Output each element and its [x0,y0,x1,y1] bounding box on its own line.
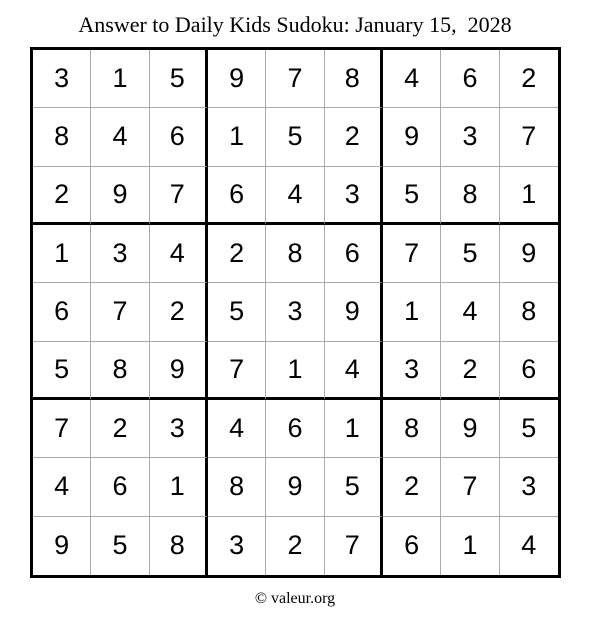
sudoku-cell-r3-c1: 2 [33,167,91,225]
sudoku-cell-r2-c6: 2 [325,108,383,166]
sudoku-cell-r1-c2: 1 [91,50,149,108]
sudoku-cell-r8-c6: 5 [325,458,383,516]
sudoku-cell-r5-c4: 5 [208,283,266,341]
sudoku-cell-r4-c8: 5 [441,225,499,283]
sudoku-cell-r2-c3: 6 [150,108,208,166]
sudoku-cell-r5-c8: 4 [441,283,499,341]
sudoku-cell-r1-c7: 4 [383,50,441,108]
sudoku-cell-r9-c1: 9 [33,517,91,575]
sudoku-cell-r9-c9: 4 [521,530,537,561]
sudoku-cell-r6-c9: 6 [500,342,558,400]
sudoku-cell-r4-c5: 8 [266,225,324,283]
sudoku-cell-r9-c4: 3 [208,517,266,575]
sudoku-cell-r1-c6: 8 [325,50,383,108]
sudoku-cell-r6-c7: 3 [383,342,441,400]
sudoku-cell-r5-c2: 7 [91,283,149,341]
sudoku-cell-r4-c4: 2 [208,225,266,283]
sudoku-cell-r7-c6: 1 [325,400,383,458]
sudoku-cell-r8-c1: 4 [33,458,91,516]
sudoku-cell-r4-c1: 1 [33,225,91,283]
sudoku-cell-r9-c2: 5 [91,517,149,575]
sudoku-cell-r2-c5: 5 [266,108,324,166]
sudoku-cell-r7-c3: 3 [150,400,208,458]
sudoku-cell-r9-c6: 7 [325,517,383,575]
sudoku-cell-r1-c1: 3 [33,50,91,108]
sudoku-cell-r2-c1: 8 [33,108,91,166]
sudoku-cell-r5-c5: 3 [266,283,324,341]
sudoku-cell-r6-c8: 2 [441,342,499,400]
sudoku-cell-r6-c2: 8 [91,342,149,400]
sudoku-cell-r7-c1: 7 [33,400,91,458]
sudoku-cell-r1-c9: 2 [500,50,558,108]
sudoku-cell-r6-c1: 5 [33,342,91,400]
copyright-footer: © valeur.org [254,590,336,607]
sudoku-cell-r8-c2: 6 [91,458,149,516]
sudoku-cell-r6-c5: 1 [266,342,324,400]
sudoku-cell-r9-c5: 2 [266,517,324,575]
sudoku-cell-r4-c7: 7 [383,225,441,283]
sudoku-cell-r5-c9: 8 [500,283,558,341]
sudoku-cell-r4-c3: 4 [150,225,208,283]
sudoku-cell-r7-c8: 9 [441,400,499,458]
sudoku-cell-r8-c9: 3 [500,458,558,516]
sudoku-cell-r3-c7: 5 [383,167,441,225]
sudoku-cell-r2-c9: 7 [500,108,558,166]
sudoku-board [30,47,561,578]
sudoku-cell-r6-c6: 4 [325,342,383,400]
sudoku-cell-r3-c3: 7 [150,167,208,225]
sudoku-cell-r1-c3: 5 [150,50,208,108]
sudoku-cell-r4-c9: 9 [500,225,558,283]
sudoku-cell-r5-c1: 6 [33,283,91,341]
sudoku-cell-r3-c5: 4 [266,167,324,225]
sudoku-cell-r8-c8: 7 [441,458,499,516]
sudoku-cell-r4-c2: 3 [91,225,149,283]
sudoku-cell-r2-c2: 4 [91,108,149,166]
sudoku-cell-r9-c7: 6 [383,517,441,575]
sudoku-cell-r3-c2: 9 [91,167,149,225]
sudoku-cell-r3-c8: 8 [441,167,499,225]
sudoku-cell-r3-c4: 6 [208,167,266,225]
sudoku-cell-r2-c4: 1 [208,108,266,166]
sudoku-cell-r9-c8: 1 [441,517,499,575]
sudoku-cell-r5-c6: 9 [325,283,383,341]
sudoku-cell-r8-c4: 8 [208,458,266,516]
sudoku-cell-r8-c7: 2 [383,458,441,516]
puzzle-title: Answer to Daily Kids Sudoku: January 15, 2028 [78,12,512,37]
sudoku-cell-r6-c4: 7 [208,342,266,400]
sudoku-cell-r1-c4: 9 [208,50,266,108]
sudoku-cell-r4-c6: 6 [325,225,383,283]
sudoku-cell-r1-c8: 6 [441,50,499,108]
sudoku-cell-r5-c7: 1 [383,283,441,341]
sudoku-cell-r7-c5: 6 [266,400,324,458]
sudoku-cell-r7-c2: 2 [91,400,149,458]
sudoku-cell-r9-c3: 8 [150,517,208,575]
sudoku-cell-r5-c3: 2 [150,283,208,341]
sudoku-cell-r8-c5: 9 [266,458,324,516]
sudoku-cell-r7-c4: 4 [208,400,266,458]
sudoku-cell-r7-c9: 5 [500,400,558,458]
sudoku-cell-r3-c9: 1 [500,167,558,225]
sudoku-cell-r6-c3: 9 [150,342,208,400]
sudoku-cell-r2-c7: 9 [383,108,441,166]
sudoku-cell-r1-c5: 7 [266,50,324,108]
sudoku-cell-r3-c6: 3 [325,167,383,225]
sudoku-cell-r2-c8: 3 [441,108,499,166]
sudoku-cell-r7-c7: 8 [383,400,441,458]
sudoku-cell-r8-c3: 1 [150,458,208,516]
